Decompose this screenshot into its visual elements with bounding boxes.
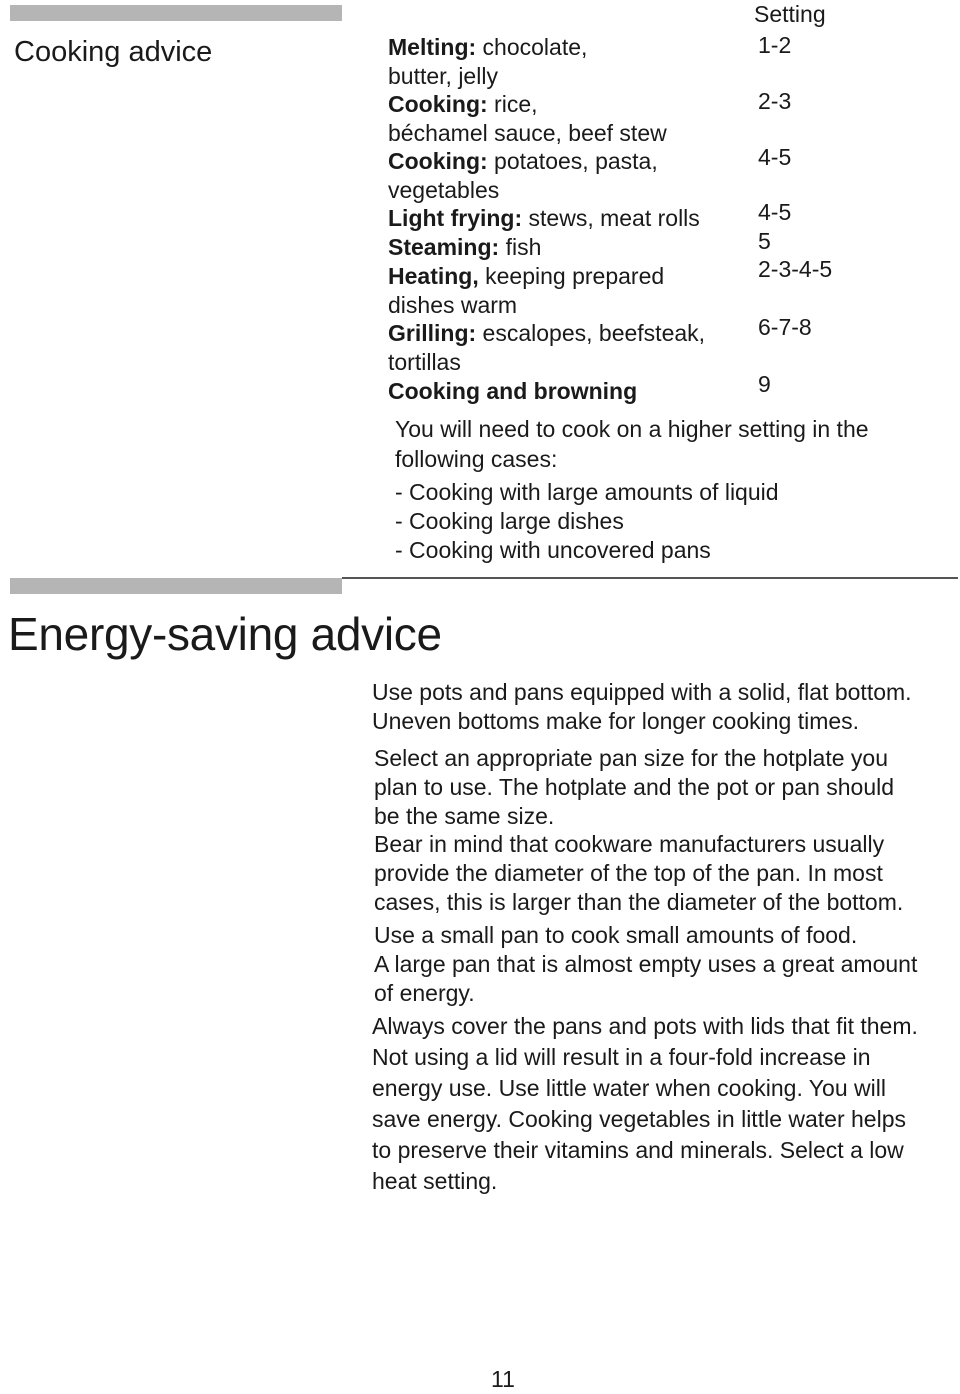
cooking-row bbox=[388, 33, 587, 91]
row-text: chocolate, bbox=[476, 34, 588, 60]
row-text-line2: butter, jelly bbox=[388, 63, 498, 89]
cooking-row bbox=[388, 204, 700, 233]
row-setting: 6-7-8 bbox=[758, 314, 812, 340]
energy-paragraph bbox=[374, 830, 960, 917]
paragraph-line: of energy. bbox=[374, 980, 475, 1006]
row-text: potatoes, pasta, bbox=[487, 148, 658, 174]
row-label: Grilling: bbox=[388, 320, 477, 346]
row-setting: 5 bbox=[758, 228, 771, 254]
cooking-row bbox=[388, 377, 637, 406]
paragraph-line: plan to use. The hotplate and the pot or pan should bbox=[374, 774, 895, 800]
page-number: 11 bbox=[491, 1366, 515, 1392]
paragraph-line: Uneven bottoms make for longer cooking times. bbox=[372, 708, 860, 734]
paragraph-line: cases, this is larger than the diameter of the bottom. bbox=[374, 889, 904, 915]
row-label: Cooking: bbox=[388, 148, 488, 174]
cooking-row bbox=[388, 233, 541, 262]
row-label: Cooking and browning bbox=[388, 378, 638, 404]
paragraph-line: Use pots and pans equipped with a solid, flat bottom. bbox=[372, 679, 912, 705]
row-text: rice, bbox=[487, 91, 538, 117]
paragraph-line: Select an appropriate pan size for the hotplate you bbox=[374, 745, 889, 771]
cooking-row bbox=[388, 147, 658, 205]
cooking-row bbox=[388, 90, 667, 148]
paragraph-line: energy use. Use little water when cooking. You will bbox=[372, 1075, 886, 1101]
row-text: fish bbox=[499, 234, 542, 260]
note-line: following cases: bbox=[395, 446, 558, 472]
row-text-line2: béchamel sauce, beef stew bbox=[388, 120, 667, 146]
row-text: escalopes, beefsteak, bbox=[476, 320, 706, 346]
row-setting: 9 bbox=[758, 371, 771, 397]
paragraph-line: Not using a lid will result in a four-fold increase in bbox=[372, 1044, 871, 1070]
paragraph-line: to preserve their vitamins and minerals. Select a low bbox=[372, 1137, 904, 1163]
cooking-row bbox=[388, 262, 664, 320]
energy-paragraph bbox=[374, 921, 960, 950]
row-setting: 2-3-4-5 bbox=[758, 256, 833, 282]
row-text-line2: dishes warm bbox=[388, 292, 518, 318]
row-text-line2: vegetables bbox=[388, 177, 500, 203]
higher-setting-note bbox=[395, 414, 869, 474]
energy-saving-title: Energy-saving advice bbox=[8, 608, 442, 660]
cooking-row bbox=[388, 319, 705, 377]
row-text: keeping prepared bbox=[478, 263, 665, 289]
section-divider bbox=[342, 577, 958, 579]
paragraph-line: Use a small pan to cook small amounts of food. bbox=[374, 922, 858, 948]
section-bar-energy bbox=[10, 578, 342, 594]
paragraph-line: provide the diameter of the top of the pan. In most bbox=[374, 860, 883, 886]
higher-setting-cases bbox=[395, 478, 779, 565]
note-line: You will need to cook on a higher setting in the bbox=[395, 416, 869, 442]
case-item: - Cooking with large amounts of liquid bbox=[395, 479, 779, 505]
row-text-line2: tortillas bbox=[388, 349, 461, 375]
energy-paragraph bbox=[372, 1011, 958, 1197]
paragraph-line: Always cover the pans and pots with lids that fit them. bbox=[372, 1013, 918, 1039]
row-label: Steaming: bbox=[388, 234, 500, 260]
paragraph-line: Bear in mind that cookware manufacturers usually bbox=[374, 831, 885, 857]
row-setting: 4-5 bbox=[758, 199, 792, 225]
row-text: stews, meat rolls bbox=[522, 205, 700, 231]
paragraph-line: heat setting. bbox=[372, 1168, 498, 1194]
row-setting: 4-5 bbox=[758, 144, 792, 170]
case-item: - Cooking large dishes bbox=[395, 508, 624, 534]
section-bar-cooking bbox=[10, 5, 342, 21]
row-setting: 2-3 bbox=[758, 88, 792, 114]
row-label: Light frying: bbox=[388, 205, 523, 231]
energy-paragraph bbox=[374, 950, 960, 1008]
row-label: Melting: bbox=[388, 34, 477, 60]
setting-column-header: Setting bbox=[754, 1, 826, 27]
energy-paragraph bbox=[372, 678, 958, 736]
energy-paragraph bbox=[374, 744, 960, 831]
row-label: Heating, bbox=[388, 263, 479, 289]
row-setting: 1-2 bbox=[758, 32, 792, 58]
cooking-advice-title: Cooking advice bbox=[14, 36, 213, 68]
row-label: Cooking: bbox=[388, 91, 488, 117]
paragraph-line: save energy. Cooking vegetables in little water helps bbox=[372, 1106, 906, 1132]
paragraph-line: A large pan that is almost empty uses a great amount bbox=[374, 951, 918, 977]
paragraph-line: be the same size. bbox=[374, 803, 555, 829]
case-item: - Cooking with uncovered pans bbox=[395, 537, 711, 563]
